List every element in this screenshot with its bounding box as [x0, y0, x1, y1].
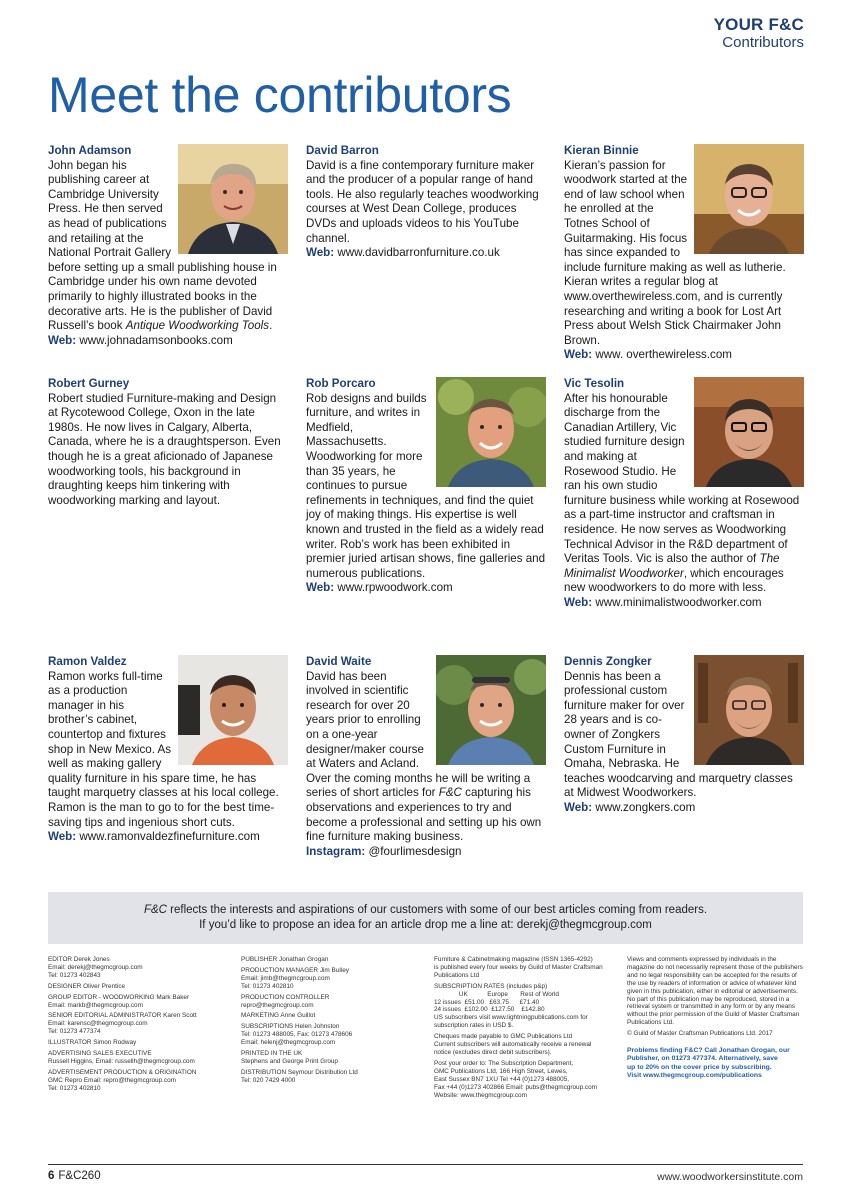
section-tag	[714, 16, 804, 50]
portrait-photo	[178, 655, 288, 765]
portrait-photo	[694, 655, 804, 765]
page-number: 6	[48, 1170, 55, 1182]
contributor-bio: Rob designs and builds furniture, and writes in Medfield, Massachusetts. Woodworking for more than 35 years, he continues to pursue refinements in techniques, and find the quiet joy of making things. His expertise is well known and trusted in the field as a widely read writer. Rob’s work has been exhibited in premier juried artisan shows, fine galleries and numerous publications.	[306, 391, 546, 580]
reader-callout-box	[48, 892, 803, 944]
portrait-photo	[694, 144, 804, 254]
contributor-bio: David has been involved in scientific research for over 20 years prior to enrolling on a one-year designer/maker course at Waters and Acland. Over the coming months he will be writing a series of short articles for	[306, 669, 531, 800]
contributor-name: Kieran Binnie	[564, 144, 639, 157]
bio-end: capturing his observations and experiences to try and become a professional and setting up his own fine furniture making business.	[306, 786, 542, 844]
portrait-photo	[694, 377, 804, 487]
contributor-website-link[interactable]: www. overthewireless.com	[595, 348, 732, 362]
footer-divider	[48, 1164, 803, 1165]
masthead-entry: EDITOR Derek Jones Email: derekj@thegmcgroup.com Tel: 01273 402843	[48, 956, 143, 979]
issue-number: F&C260	[58, 1170, 101, 1182]
contributor-bio: Dennis has been a professional custom furniture maker for over 28 years and is co-owner of Zongkers Custom Furniture in Omaha, Nebraska. He teaches woodcarving and marquetry classes at Midwest Woodworkers.	[564, 669, 793, 800]
masthead-entry: ILLUSTRATOR Simon Rodway	[48, 1039, 137, 1047]
masthead-entry: PRINTED IN THE UK Stephens and George Print Group	[241, 1050, 338, 1065]
contributor-name: John Adamson	[48, 144, 132, 157]
web-label: Web:	[48, 830, 77, 844]
contributor-website-link[interactable]: www.zongkers.com	[595, 800, 696, 814]
contributor-name: David Barron	[306, 144, 379, 157]
masthead-column-subscriptions	[434, 956, 616, 1102]
contributor-bio: Ramon works full-time as a production manager in his brother’s cabinet, countertop and fixtures shop in New Mexico. As well as making gallery quality furniture in his spare time, he has taught marquetry classes at his local college. Ramon is the man to go to for the best time-saving tips and ingenious short cuts.	[48, 669, 279, 829]
masthead-entry: SENIOR EDITORIAL ADMINISTRATOR Karen Scott Email: karensc@thegmcgroup.com Tel: 01273 477374	[48, 1012, 197, 1036]
callout-line-2: If you’d like to propose an idea for an article drop me a line at: derekj@thegmcgroup.com	[199, 919, 652, 931]
contributor-name: David Waite	[306, 655, 372, 668]
book-title: The Minimalist Woodworker	[564, 552, 780, 580]
contributor-name: Ramon Valdez	[48, 655, 127, 668]
contributor-david-waite	[306, 655, 546, 859]
masthead-entry: Furniture & Cabinetmaking magazine (ISSN 1365-4292) is published every four weeks by Guild of Master Craftsman Publications Ltd	[434, 956, 603, 979]
contributor-name: Rob Porcaro	[306, 377, 376, 390]
contributor-name: Vic Tesolin	[564, 377, 625, 390]
bio-end: .	[269, 319, 273, 333]
contributor-john-adamson	[48, 144, 288, 348]
magazine-name: F&C	[438, 786, 462, 800]
contributor-bio: David is a fine contemporary furniture maker and the producer of a popular range of hand tools. He also regularly teaches woodworking courses at West Dean College, produces DVDs and uploads videos to his YouTube channel.	[306, 158, 539, 245]
legal-disclaimer: Views and comments expressed by individuals in the magazine do not necessarily represent those of the publishers and no legal responsibility can be accepted for the results of the use by readers of information or advice of whatever kind given in this publication, either in editorial or advertisements. No part of this publication may be reproduced, stored in a retrieval system or transmitted in any form or by any means without the prior permission of the Guild of Master Craftsman Publications Ltd.	[627, 956, 803, 1027]
masthead-entry: ADVERTISING SALES EXECUTIVE Russell Higgins, Email: russellh@thegmcgroup.com	[48, 1050, 195, 1065]
magazine-name: F&C	[143, 903, 167, 916]
portrait-photo	[178, 144, 288, 254]
contributor-website-link[interactable]: www.johnadamsonbooks.com	[79, 333, 233, 347]
contributor-robert-gurney	[48, 377, 288, 508]
footer-folio	[48, 1170, 101, 1182]
masthead-entry: PRODUCTION MANAGER Jim Bulley Email: jimb@thegmcgroup.com Tel: 01273 402810	[241, 966, 349, 990]
contributor-ramon-valdez	[48, 655, 288, 845]
section-tag-title: YOUR F&C	[713, 15, 804, 34]
masthead-column-staff	[48, 956, 233, 1096]
book-title: Antique Woodworking Tools	[125, 319, 270, 333]
copyright-notice: © Guild of Master Craftsman Publications Ltd. 2017	[627, 1030, 773, 1038]
masthead-entry: MARKETING Anne Guillot	[241, 1012, 316, 1020]
web-label: Web:	[306, 581, 335, 595]
bio-end: , which encourages new woodworkers to do more with less.	[564, 566, 784, 595]
contributor-website-link[interactable]: www.ramonvaldezfinefurniture.com	[79, 830, 260, 844]
portrait-photo	[436, 377, 546, 487]
contributor-kieran-binnie	[564, 144, 804, 363]
contributor-bio: John began his publishing career at Cambridge University Press. He then served as head of publications and retailing at the National Portrait Gallery before setting up a small publishing house in Cambridge under his own name devoted primarily to highly illustrated books in the decorative arts. He is the publisher of David Russell’s book	[48, 158, 277, 333]
contributor-website-link[interactable]: www.davidbarronfurniture.co.uk	[337, 246, 500, 260]
subscription-rates: SUBSCRIPTION RATES (includes p&p) UK Europe Rest of World 12 issues £51.00 £63.75 £71.40 24 issues £102.00 £127.50 £142.80 US subscribers visit www.lightningpublications.com for subscription rates in USD $.	[434, 982, 588, 1030]
subscription-promo: Problems finding F&C? Call Jonathan Grogan, our Publisher, on 01273 477374. Alternatively, save up to 20% on the cover price by subscribing. Visit www.thegmcgroup.com/publications	[627, 1047, 790, 1080]
web-label: Web:	[564, 800, 593, 814]
contributor-bio: Robert studied Furniture-making and Design at Rycotewood College, Oxon in the late 1980s. He now lives in Calgary, Alberta, Canada, where he is a draughtsperson. Even though he is a great aficionado of Japanese woodworking tools, his background in draughting keeps him tinkering with woodworking marking and layout.	[48, 391, 281, 507]
masthead-entry: PUBLISHER Jonathan Grogan	[241, 956, 329, 963]
contributor-david-barron	[306, 144, 546, 261]
masthead-entry: PRODUCTION CONTROLLER repro@thegmcgroup.com	[241, 993, 330, 1009]
contributor-bio: After his honourable discharge from the Canadian Artillery, Vic studied furniture design and making at Rosewood Studio. He ran his own studio furniture business while working at Rosewood as a part-time instructor and craftsman in residence. He now serves as Woodworking Technical Advisor in the R&D department of Veritas Tools. Vic is also the author of	[564, 391, 800, 566]
contributor-instagram-link[interactable]: @fourlimesdesign	[368, 844, 462, 858]
contributor-bio: Kieran’s passion for woodwork started at the end of law school when he enrolled at the Totnes School of Guitarmaking. His focus has since expanded to include furniture making as well as lutherie. Kieran writes a regular blog at www.overthewireless.com, and is currently researching and writing a book for Lost Art Press about Welsh Stick Chairmaker John Brown.	[564, 158, 786, 347]
portrait-photo	[436, 655, 546, 765]
callout-line-1	[48, 903, 803, 919]
masthead-entry: Post your order to: The Subscription Department, GMC Publications Ltd, 166 High Street, Lewes, East Sussex BN7 1XU Tel +44 (0)1273 488005, Fax +44 (0)1273 402866 Email: pubs@thegmcgroup.com Website: www.thegmcgroup.com	[434, 1059, 597, 1099]
web-label: Web:	[564, 348, 593, 362]
masthead-entry: ADVERTISEMENT PRODUCTION & ORIGINATION GMC Repro Email: repro@thegmcgroup.com Tel: 01273 402810	[48, 1068, 197, 1092]
callout-text: reflects the interests and aspirations of our customers with some of our best articles coming from readers.	[166, 903, 708, 916]
contributor-website-link[interactable]: www.rpwoodwork.com	[337, 581, 453, 595]
section-tag-subtitle: Contributors	[722, 34, 804, 51]
instagram-label: Instagram:	[306, 844, 366, 858]
masthead-entry: GROUP EDITOR - WOODWORKING Mark Baker Email: markb@thegmcgroup.com	[48, 993, 190, 1009]
web-label: Web:	[306, 246, 335, 260]
masthead-column-production	[241, 956, 426, 1088]
contributor-rob-porcaro	[306, 377, 546, 596]
web-label: Web:	[564, 595, 593, 609]
masthead-entry: DESIGNER Oliver Prentice	[48, 982, 126, 990]
page-title: Meet the contributors	[48, 67, 512, 123]
web-label: Web:	[48, 333, 77, 347]
masthead-entry: SUBSCRIPTIONS Helen Johnston Tel: 01273 488005, Fax: 01273 478606 Email: helenj@thegmcgroup.com	[241, 1023, 353, 1047]
masthead-entry: DISTRIBUTION Seymour Distribution Ltd Tel: 020 7429 4000	[241, 1068, 358, 1084]
contributor-dennis-zongker	[564, 655, 804, 816]
contributor-vic-tesolin	[564, 377, 804, 611]
footer-website-link[interactable]: www.woodworkersinstitute.com	[657, 1171, 803, 1183]
masthead-column-legal	[627, 956, 805, 1084]
contributor-name: Dennis Zongker	[564, 655, 652, 668]
contributor-name: Robert Gurney	[48, 377, 130, 390]
masthead-entry: Cheques made payable to GMC Publications Ltd Current subscribers will automatically receive a renewal notice (excludes direct debit subscribers).	[434, 1033, 592, 1056]
contributor-website-link[interactable]: www.minimalistwoodworker.com	[595, 595, 762, 609]
